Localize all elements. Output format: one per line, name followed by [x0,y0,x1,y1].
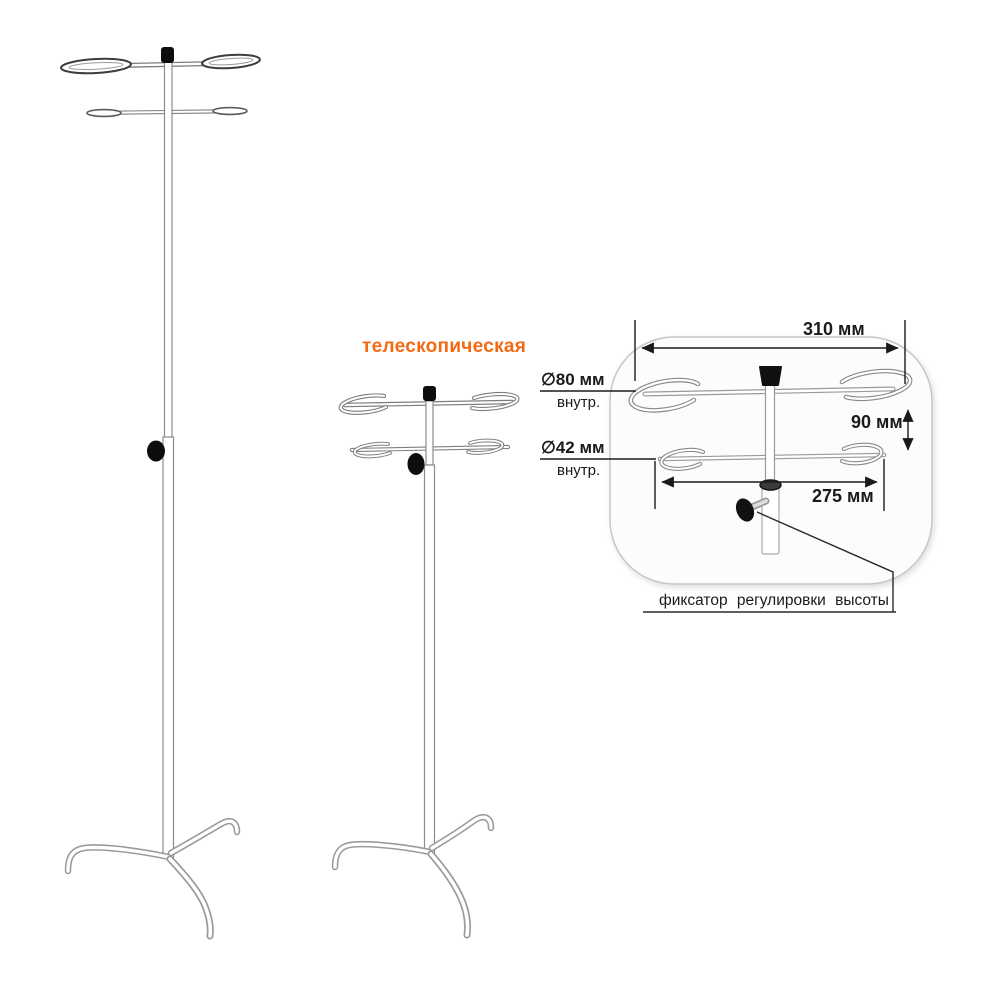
dia-80-note-label: внутр. [557,394,601,411]
tall-pole-lock-knob [147,441,165,462]
short-pole-base-legs [335,817,491,935]
dia-42-label: ∅42 мм [541,438,605,457]
tall-pole-upper-hanger [61,53,261,75]
tall-pole-top-cap [161,47,174,63]
dim-90-label: 90 мм [851,412,903,432]
short-pole-lock-knob [408,453,425,475]
tall-pole-upper-tube [165,62,173,438]
tall-pole-base-legs [68,821,237,936]
short-iv-pole [335,386,517,935]
tall-iv-pole [61,47,261,936]
dia-42-note-label: внутр. [557,462,601,479]
inset-upper-tube [766,384,775,483]
tall-pole-lower-tube [163,437,174,858]
dia-80-label: ∅80 мм [541,370,605,389]
short-pole-upper-tube [426,401,433,465]
inset-top-cap [760,367,781,385]
short-pole-lower-tube [425,465,435,853]
telescopic-label: телескопическая [362,336,527,357]
dim-275-label: 275 мм [812,486,874,506]
short-pole-top-cap [423,386,436,401]
dim-310-label: 310 мм [803,319,865,339]
height-lock-callout-label: фиксатор регулировки высоты [659,592,889,609]
